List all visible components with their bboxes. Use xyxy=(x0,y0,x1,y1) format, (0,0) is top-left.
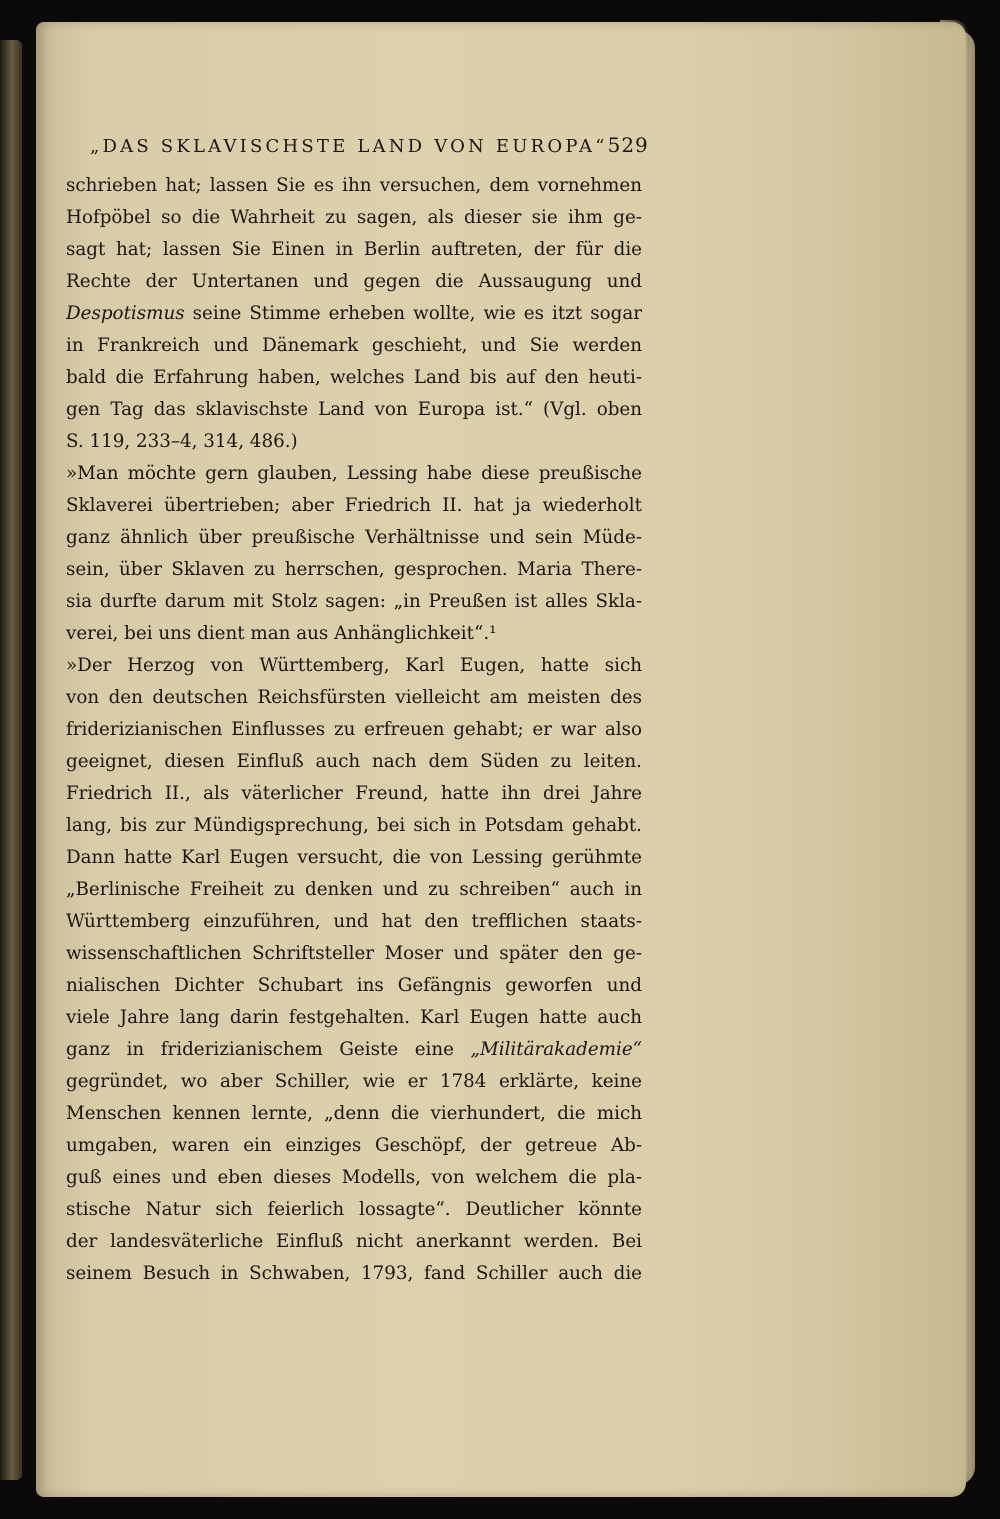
text-line xyxy=(66,970,642,1002)
text-line xyxy=(66,714,642,746)
text-line xyxy=(66,298,642,330)
text-line xyxy=(66,458,642,490)
text-segment: „Berlinische Freiheit zu denken und zu schreiben“ auch in xyxy=(66,879,642,900)
text-line xyxy=(66,394,642,426)
text-segment: schrieben hat; lassen Sie es ihn versuchen, dem vornehmen xyxy=(66,175,642,196)
text-line xyxy=(66,266,642,298)
text-segment: sia durfte darum mit Stolz sagen: „in Preußen ist alles Skla- xyxy=(66,591,642,612)
text-segment: gegründet, wo aber Schiller, wie er 1784 erklärte, keine xyxy=(66,1071,642,1092)
text-line xyxy=(66,682,642,714)
text-line xyxy=(66,1034,642,1066)
left-page-edge xyxy=(0,40,22,1480)
text-line xyxy=(66,586,642,618)
text-line xyxy=(66,1162,642,1194)
text-line xyxy=(66,650,642,682)
text-line xyxy=(66,522,642,554)
text-segment: Menschen kennen lernte, „denn die vierhundert, die mich xyxy=(66,1103,642,1124)
text-segment: ganz ähnlich über preußische Verhältnisse und sein Müde- xyxy=(66,527,642,548)
running-title: „DAS SKLAVISCHSTE LAND VON EUROPA“ xyxy=(90,136,608,157)
text-segment: lang, bis zur Mündigsprechung, bei sich in Potsdam gehabt. xyxy=(66,815,642,836)
text-segment: wissenschaftlichen Schriftsteller Moser und später den ge- xyxy=(66,943,642,964)
text-segment: »Man möchte gern glauben, Lessing habe diese preußische xyxy=(66,463,642,484)
text-segment: S. 119, 233–4, 314, 486.) xyxy=(66,431,298,452)
text-segment: in Frankreich und Dänemark geschieht, und Sie werden xyxy=(66,335,642,356)
text-segment: Dann hatte Karl Eugen versucht, die von Lessing gerühmte xyxy=(66,847,642,868)
text-segment: Hofpöbel so die Wahrheit zu sagen, als dieser sie ihm ge- xyxy=(66,207,642,228)
text-line xyxy=(66,1002,642,1034)
text-line xyxy=(66,170,642,202)
text-line xyxy=(66,1226,642,1258)
text-segment: bald die Erfahrung haben, welches Land bis auf den heuti- xyxy=(66,367,642,388)
text-segment: gen Tag das sklavischste Land von Europa ist.“ (Vgl. oben xyxy=(66,399,642,420)
text-line xyxy=(66,746,642,778)
text-segment: umgaben, waren ein einziges Geschöpf, der getreue Ab- xyxy=(66,1135,642,1156)
running-head xyxy=(90,133,649,163)
text-segment: sagt hat; lassen Sie Einen in Berlin auftreten, der für die xyxy=(66,239,642,260)
text-line xyxy=(66,1194,642,1226)
text-line xyxy=(66,810,642,842)
text-segment: »Der Herzog von Württemberg, Karl Eugen, hatte sich xyxy=(66,655,642,676)
text-segment: seine Stimme erheben wollte, wie es itzt sogar xyxy=(184,303,642,324)
text-segment: verei, bei uns dient man aus Anhänglichkeit“.¹ xyxy=(66,623,497,644)
text-segment: geeignet, diesen Einfluß auch nach dem Süden zu leiten. xyxy=(66,751,642,772)
text-line xyxy=(66,778,642,810)
text-line xyxy=(66,234,642,266)
body-text xyxy=(66,170,642,1290)
text-segment: seinem Besuch in Schwaben, 1793, fand Schiller auch die xyxy=(66,1263,642,1284)
text-line xyxy=(66,906,642,938)
text-line xyxy=(66,874,642,906)
text-line xyxy=(66,938,642,970)
text-segment: der landesväterliche Einfluß nicht anerkannt werden. Bei xyxy=(66,1231,642,1252)
text-line xyxy=(66,1098,642,1130)
text-line xyxy=(66,426,642,458)
text-line xyxy=(66,618,642,650)
text-segment: Sklaverei übertrieben; aber Friedrich II. hat ja wiederholt xyxy=(66,495,642,516)
italic-segment: „Militärakademie“ xyxy=(470,1039,642,1060)
text-line xyxy=(66,1066,642,1098)
text-segment: guß eines und eben dieses Modells, von welchem die pla- xyxy=(66,1167,642,1188)
text-segment: Rechte der Untertanen und gegen die Aussaugung und xyxy=(66,271,642,292)
text-line xyxy=(66,362,642,394)
text-line xyxy=(66,1258,642,1290)
text-segment: Friedrich II., als väterlicher Freund, hatte ihn drei Jahre xyxy=(66,783,642,804)
text-line xyxy=(66,842,642,874)
text-line xyxy=(66,1130,642,1162)
text-line xyxy=(66,490,642,522)
text-segment: stische Natur sich feierlich lossagte“. Deutlicher könnte xyxy=(66,1199,642,1220)
text-segment: viele Jahre lang darin festgehalten. Karl Eugen hatte auch xyxy=(66,1007,642,1028)
page-number: 529 xyxy=(607,133,649,157)
text-segment: sein, über Sklaven zu herrschen, gesprochen. Maria There- xyxy=(66,559,642,580)
text-line xyxy=(66,554,642,586)
italic-segment: Despotismus xyxy=(66,303,185,324)
text-segment: von den deutschen Reichsfürsten vielleicht am meisten des xyxy=(66,687,642,708)
text-segment: ganz in friderizianischem Geiste eine xyxy=(66,1039,471,1060)
text-segment: friderizianischen Einflusses zu erfreuen gehabt; er war also xyxy=(66,719,642,740)
text-line xyxy=(66,330,642,362)
text-line xyxy=(66,202,642,234)
text-segment: nialischen Dichter Schubart ins Gefängnis geworfen und xyxy=(66,975,642,996)
text-segment: Württemberg einzuführen, und hat den trefflichen staats- xyxy=(66,911,642,932)
